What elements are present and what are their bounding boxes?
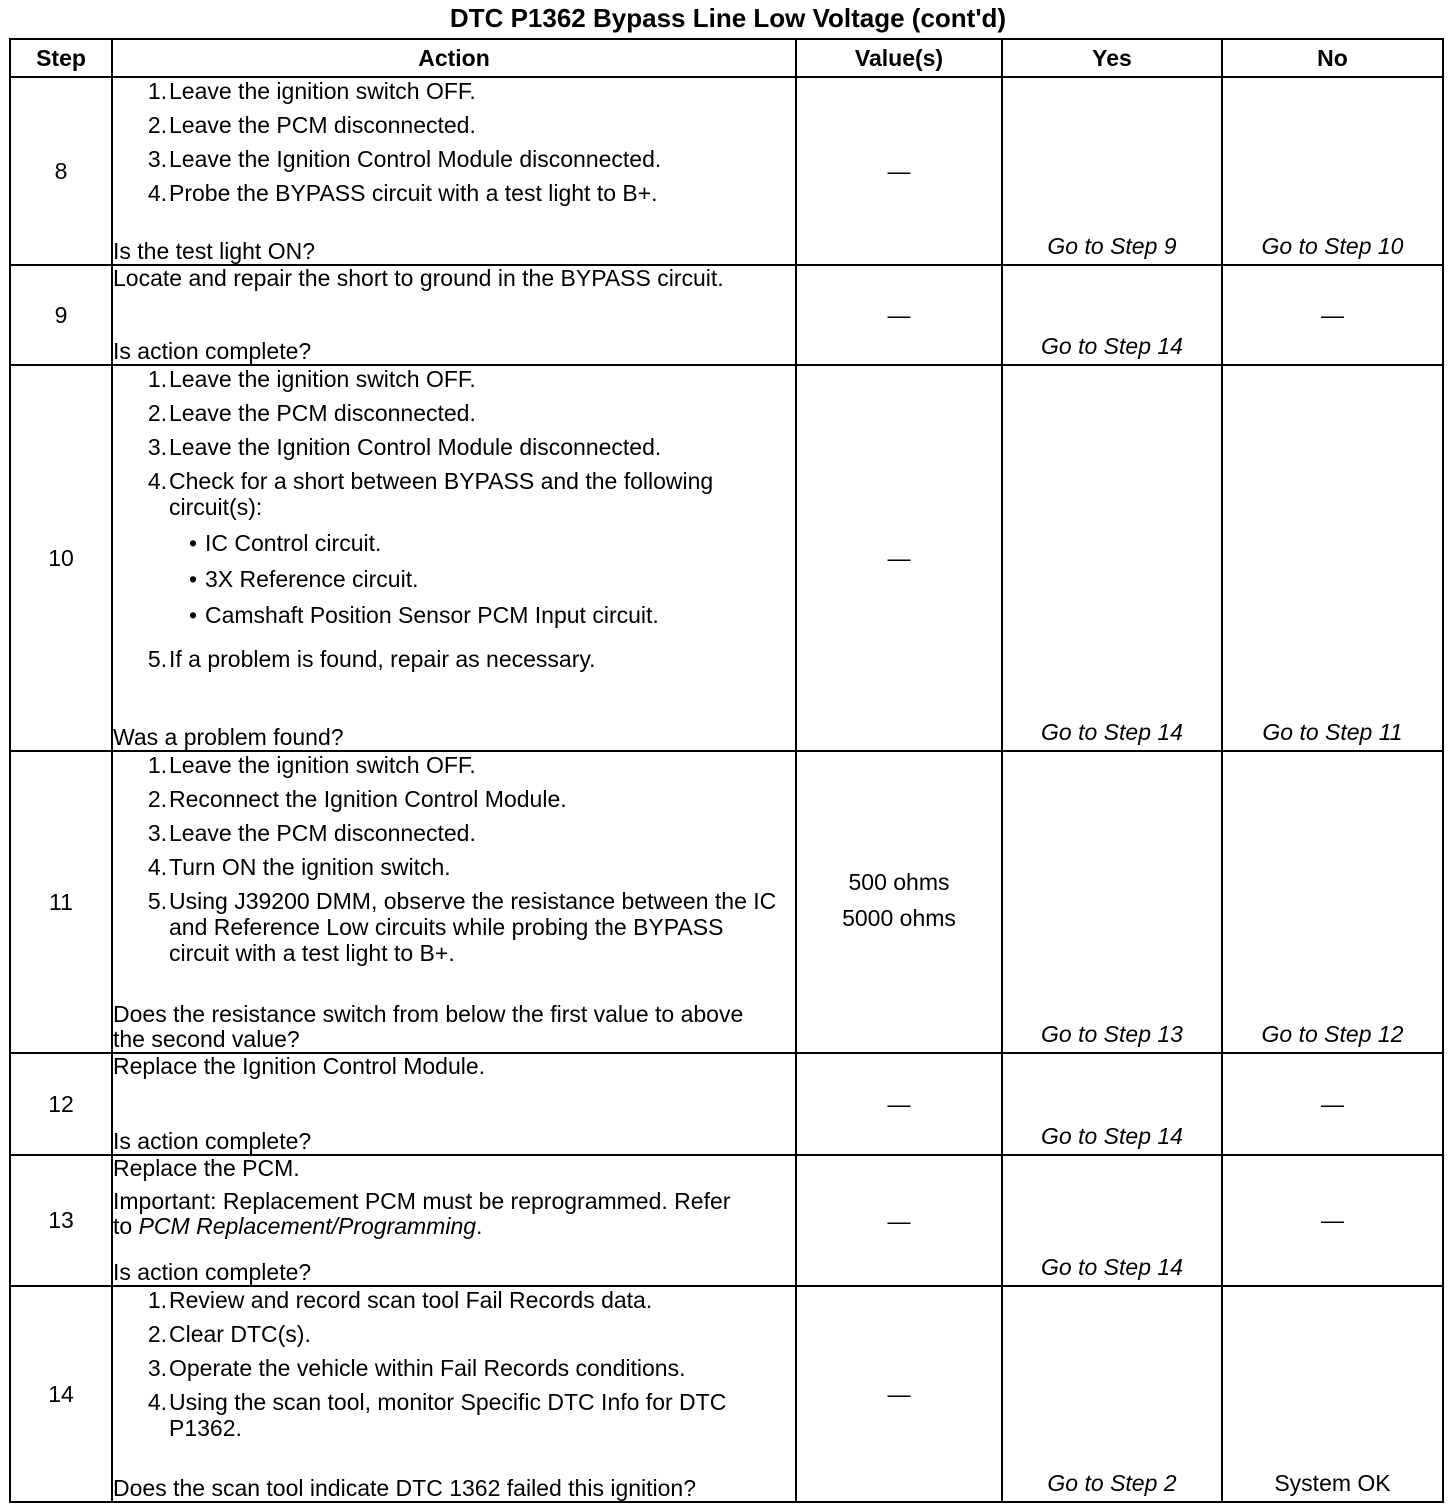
yes-cell: [1002, 1155, 1222, 1286]
value-max: 5000 ohms: [842, 905, 956, 931]
no-goto: Go to Step 12: [1261, 1021, 1404, 1047]
header-step: Step: [10, 39, 112, 77]
value-cell: [796, 751, 1002, 1053]
step-number: 14: [10, 1286, 112, 1502]
action-cell: [112, 751, 796, 1053]
yes-goto: Go to Step 2: [1047, 1470, 1177, 1496]
action-cell: [112, 1286, 796, 1502]
list-item: 2. Clear DTC(s).: [147, 1321, 311, 1347]
list-item: 2. Leave the PCM disconnected.: [147, 112, 476, 138]
no-cell: —: [1222, 265, 1443, 365]
no-goto: Go to Step 10: [1261, 233, 1404, 259]
list-item: 1. Leave the ignition switch OFF.: [147, 366, 476, 392]
header-values: Value(s): [796, 39, 1002, 77]
important-note: Important: Replacement PCM must be reprogrammed. Refer to PCM Replacement/Programming.: [113, 1188, 731, 1239]
table-row: [10, 365, 1443, 751]
header-yes: Yes: [1002, 39, 1222, 77]
table-header-row: [10, 39, 1443, 77]
question-text: Is action complete?: [113, 1259, 312, 1285]
list-item: 3. Operate the vehicle within Fail Records conditions.: [147, 1355, 686, 1381]
diagnostic-table: [9, 38, 1444, 1503]
value-cell: —: [796, 1053, 1002, 1155]
page-title: DTC P1362 Bypass Line Low Voltage (cont'd): [449, 3, 1007, 33]
no-result: System OK: [1274, 1470, 1391, 1496]
bullet-item: • IC Control circuit.: [188, 530, 382, 556]
value-cell: —: [796, 1155, 1002, 1286]
yes-cell: [1002, 1286, 1222, 1502]
value-cell: —: [796, 365, 1002, 751]
action-cell: [112, 1053, 796, 1155]
step-number: 12: [10, 1053, 112, 1155]
yes-cell: [1002, 77, 1222, 265]
list-item: 2. Reconnect the Ignition Control Module.: [147, 786, 567, 812]
question-text: Does the resistance switch from below the first value to above the second value?: [113, 1001, 744, 1052]
circuit-list: [169, 530, 795, 628]
step-number: 10: [10, 365, 112, 751]
question-text: Is action complete?: [113, 1128, 312, 1154]
yes-goto: Go to Step 9: [1047, 233, 1177, 259]
step-number: 9: [10, 265, 112, 365]
list-item: 5. If a problem is found, repair as necessary.: [147, 646, 596, 672]
no-cell: —: [1222, 1053, 1443, 1155]
list-item: 1. Leave the ignition switch OFF.: [147, 752, 476, 778]
list-item: 3. Leave the PCM disconnected.: [147, 820, 476, 846]
bullet-item: • 3X Reference circuit.: [188, 566, 419, 592]
action-list: [113, 78, 795, 239]
reference-link[interactable]: PCM Replacement/Programming: [138, 1213, 477, 1239]
yes-cell: [1002, 751, 1222, 1053]
action-text: Replace the Ignition Control Module.: [113, 1053, 486, 1079]
bullet-item: • Camshaft Position Sensor PCM Input circuit.: [188, 602, 659, 628]
action-text: Replace the PCM.: [113, 1155, 300, 1181]
value-cell: —: [796, 77, 1002, 265]
list-item: 3. Leave the Ignition Control Module disconnected.: [147, 146, 662, 172]
step-number: 8: [10, 77, 112, 265]
action-cell: [112, 265, 796, 365]
action-cell: [112, 77, 796, 265]
action-list: [113, 1287, 795, 1476]
header-action: Action: [112, 39, 796, 77]
question-text: Was a problem found?: [113, 724, 344, 750]
header-no: No: [1222, 39, 1443, 77]
list-item: 1. Leave the ignition switch OFF.: [147, 78, 476, 104]
question-text: Is action complete?: [113, 338, 312, 364]
list-item: 4. Probe the BYPASS circuit with a test light to B+.: [147, 180, 658, 206]
no-cell: —: [1222, 1155, 1443, 1286]
step-number: 11: [10, 751, 112, 1053]
yes-goto: Go to Step 13: [1041, 1021, 1183, 1047]
action-cell: [112, 1155, 796, 1286]
list-item: 3. Leave the Ignition Control Module disconnected.: [147, 434, 662, 460]
yes-cell: [1002, 1053, 1222, 1155]
value-cell: —: [796, 1286, 1002, 1502]
table-row: [10, 1155, 1443, 1286]
no-cell: [1222, 1286, 1443, 1502]
list-item: 2. Leave the PCM disconnected.: [147, 400, 476, 426]
action-list: [113, 366, 795, 672]
yes-goto: Go to Step 14: [1041, 1254, 1183, 1280]
question-text: Is the test light ON?: [113, 238, 315, 264]
table-row: [10, 265, 1443, 365]
yes-goto: Go to Step 14: [1041, 333, 1183, 359]
question-text: Does the scan tool indicate DTC 1362 failed this ignition?: [113, 1475, 697, 1501]
value-cell: —: [796, 265, 1002, 365]
list-item: 4. Check for a short between BYPASS and the following circuit(s): • IC Control circuit. • 3X Reference circuit. • Camshaft Position Sensor PCM Input circuit.: [113, 468, 795, 638]
no-cell: [1222, 77, 1443, 265]
list-item: 4. Using the scan tool, monitor Specific DTC Info for DTC P1362.: [147, 1389, 727, 1441]
list-item: 5. Using J39200 DMM, observe the resistance between the IC and Reference Low circuits while probing the BYPASS circuit with a test light to B+.: [147, 888, 777, 966]
list-item: 1. Review and record scan tool Fail Records data.: [147, 1287, 653, 1313]
value-min: 500 ohms: [848, 869, 950, 895]
step-number: 13: [10, 1155, 112, 1286]
yes-cell: [1002, 265, 1222, 365]
no-cell: [1222, 751, 1443, 1053]
table-row: [10, 751, 1443, 1053]
action-cell: [112, 365, 796, 751]
list-item: 4. Turn ON the ignition switch.: [147, 854, 451, 880]
action-text: Locate and repair the short to ground in the BYPASS circuit.: [113, 265, 724, 291]
yes-cell: [1002, 365, 1222, 751]
yes-goto: Go to Step 14: [1041, 1123, 1183, 1149]
yes-goto: Go to Step 14: [1041, 719, 1183, 745]
no-goto: Go to Step 11: [1262, 719, 1403, 745]
action-list: [113, 752, 795, 1002]
table-row: [10, 1286, 1443, 1502]
no-cell: [1222, 365, 1443, 751]
table-row: [10, 1053, 1443, 1155]
table-row: [10, 77, 1443, 265]
